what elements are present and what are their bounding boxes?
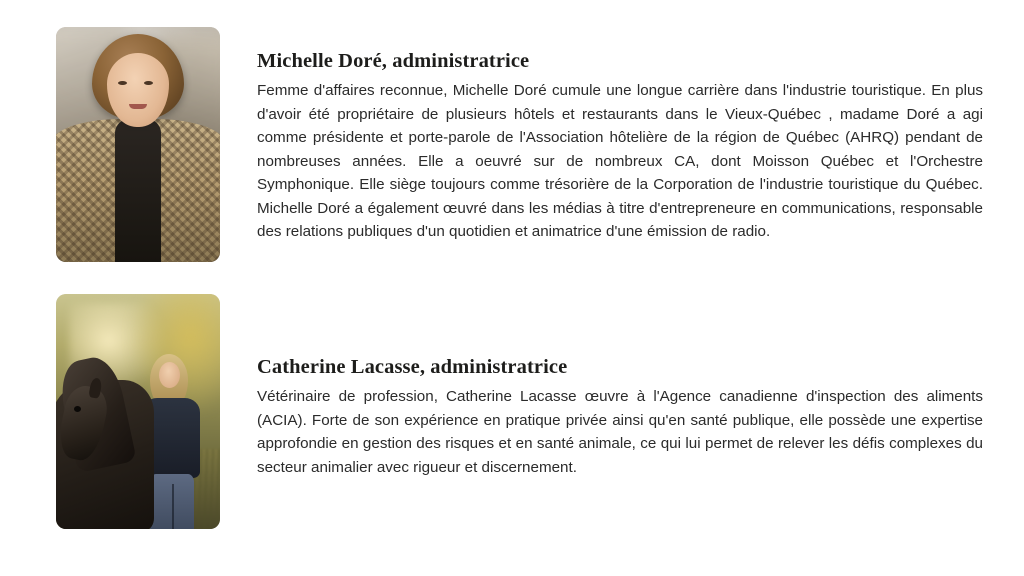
profile-block-michelle-dore <box>56 27 986 262</box>
dark-top <box>115 119 161 262</box>
profile-bio: Femme d'affaires reconnue, Michelle Doré cumule une longue carrière dans l'industrie touristique. En plus d'avoir été propriétaire de plusieurs hôtels et restaurants dans le Vieux-Québec , madame Doré a agi comme présidente et porte-parole de l'Association hôtelière de la région de Québec (AHRQ) pendant de nombreuses années. Elle a oeuvré sur de nombreux CA, dont Moisson Québec et l'Orchestre Symphonique. Elle siège toujours comme trésorière de la Corporation de l'industrie touristique du Québec. Michelle Doré a également œuvré dans les médias à titre d'entrepreneure en communications, responsable des relations publiques d'un quotidien et animatrice d'une émission de radio. <box>257 82 983 240</box>
woman-jeans <box>150 474 194 529</box>
portrait-illustration <box>56 27 220 262</box>
horse-and-woman-illustration <box>56 294 220 529</box>
profile-name: Michelle Doré, administratrice <box>257 50 530 72</box>
left-eye <box>118 81 127 85</box>
profile-name: Catherine Lacasse, administratrice <box>257 356 568 378</box>
profile-bio: Vétérinaire de profession, Catherine Lacasse œuvre à l'Agence canadienne d'inspection des aliments (ACIA). Forte de son expérience en pratique privée ainsi qu'en santé publique, elle possède une expertise approfondie en gestion des risques et en santé animale, ce qui lui permet de relever les défis complexes du secteur animalier avec rigueur et discernement. <box>257 388 983 476</box>
profile-photo-michelle-dore <box>56 27 220 262</box>
profile-text-catherine-lacasse <box>220 294 986 479</box>
profile-text-michelle-dore <box>220 27 986 244</box>
horse-eye <box>74 406 81 412</box>
profile-block-catherine-lacasse <box>56 294 986 529</box>
profile-photo-catherine-lacasse <box>56 294 220 529</box>
mouth <box>129 104 147 109</box>
woman-face <box>159 362 180 388</box>
right-eye <box>144 81 153 85</box>
